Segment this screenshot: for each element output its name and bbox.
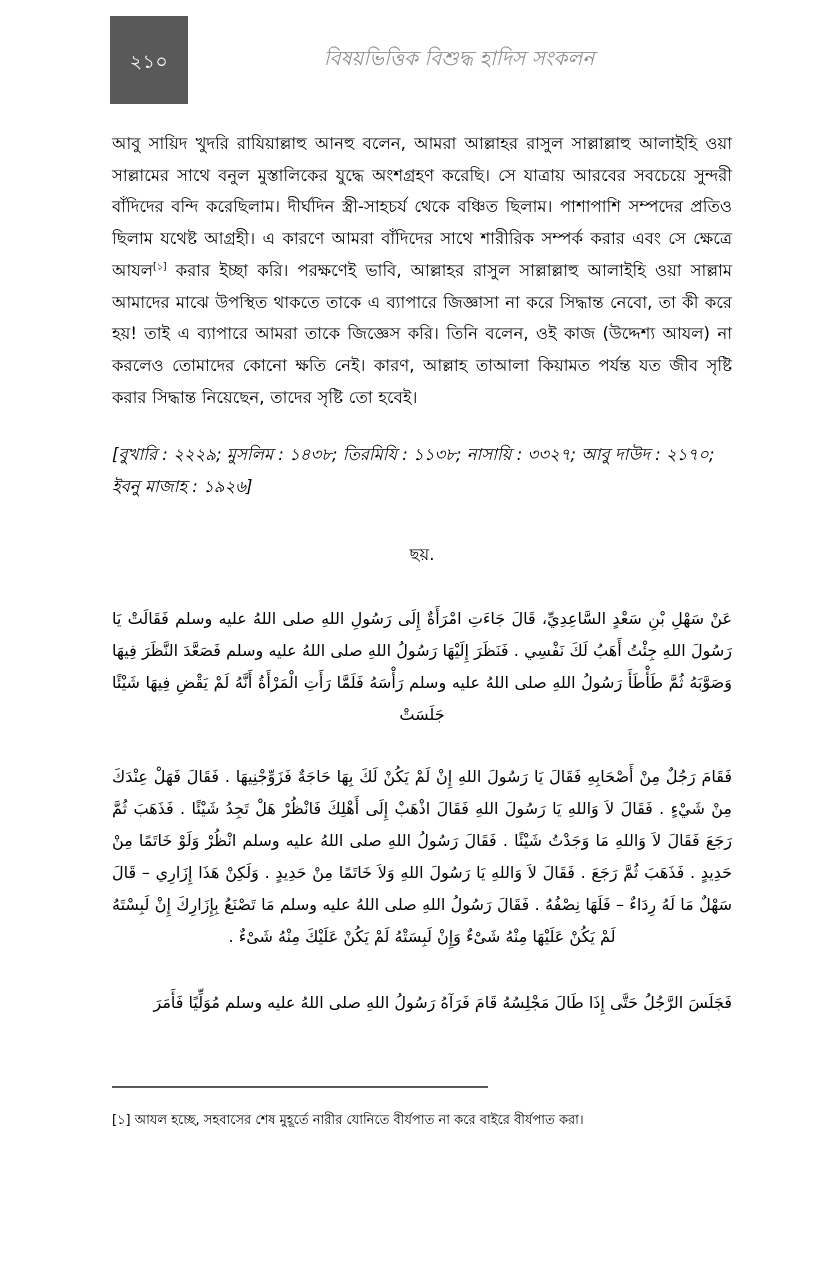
footnote-area — [112, 1086, 732, 1132]
body-paragraph-bengali — [112, 128, 732, 413]
page-content — [112, 128, 732, 1019]
paragraph-text-part1: আবু সায়িদ খুদরি রাযিয়াল্লাহু আনহু বলেন, আমরা আল্লাহর রাসুল সাল্লাল্লাহু আলাইহি ওয়া সাল্লামের সাথে বনুল মুস্তালিকের যুদ্ধে অংশগ্রহণ করেছি। সে যাত্রায় আরবের সবচেয়ে সুন্দরী বাঁদিদের বন্দি করেছিলাম। দীর্ঘদিন স্ত্রী-সাহচর্য থেকে বঞ্চিত ছিলাম। পাশাপাশি সম্পদের প্রতিও ছিলাম যথেষ্ট আগ্রহী। এ কারণে আমরা বাঁদিদের সাথে শারীরিক সম্পর্ক করার এবং সে ক্ষেত্রে আযল — [112, 134, 732, 280]
footnote-text: [১] আযল হচ্ছে, সহবাসের শেষ মুহূর্তে নারীর যোনিতে বীর্যপাত না করে বাইরে বীর্যপাত করা। — [112, 1113, 584, 1128]
footnote-separator-rule — [112, 1086, 488, 1088]
running-title: বিষয়ভিত্তিক বিশুদ্ধ হাদিস সংকলন — [323, 45, 595, 70]
section-heading: ছয়. — [409, 545, 435, 565]
page-number: ২১০ — [129, 50, 169, 73]
page-number-box — [110, 16, 188, 104]
arabic-paragraph-2: فَقَامَ رَجُلٌ مِنْ أَصْحَابِهِ فَقَالَ يَا رَسُولَ اللهِ إِنْ لَمْ يَكُنْ لَكَ بِهَا حَاجَةٌ فَزَوِّجْنِيهَا . فَقَالَ فَهَلْ عِنْدَكَ مِنْ شَيْءٍ . فَقَالَ لاَ وَاللهِ يَا رَسُولَ اللهِ فَقَالَ اذْهَبْ إِلَى أَهْلِكَ فَانْظُرْ هَلْ تَجِدُ شَيْئًا . فَذَهَبَ ثُمَّ رَجَعَ فَقَالَ لاَ وَاللهِ مَا وَجَدْتُ شَيْئًا . فَقَالَ رَسُولُ اللهِ صلى اللهُ عليه وسلم انْظُرْ وَلَوْ خَاتَمًا مِنْ حَدِيدٍ . فَذَهَبَ ثُمَّ رَجَعَ . فَقَالَ لاَ وَاللهِ يَا رَسُولَ اللهِ وَلاَ خَاتَمًا مِنْ حَدِيدٍ . وَلَكِنْ هَذَا إِزَارِي – قَالَ سَهْلٌ مَا لَهُ رِدَاءٌ – فَلَهَا نِصْفُهُ . فَقَالَ رَسُولُ اللهِ صلى اللهُ عليه وسلم مَا تَصْنَعُ بِإِزَارِكَ إِنْ لَبِسْتَهُ لَمْ يَكُنْ عَلَيْهَا مِنْهُ شَىْءٌ وَإِنْ لَبِسَتْهُ لَمْ يَكُنْ عَلَيْكَ مِنْهُ شَىْءٌ . — [112, 767, 732, 947]
page-header — [110, 16, 730, 104]
paragraph-text-part2: করার ইচ্ছা করি। পরক্ষণেই ভাবি, আল্লাহর রাসুল সাল্লাল্লাহু আলাইহি ওয়া সাল্লাম আমাদের মাঝে উপস্থিত থাকতে তাকে এ ব্যাপারে জিজ্ঞাসা না করে সিদ্ধান্ত নেবো, তা কী করে হয়! তাই এ ব্যাপারে আমরা তাকে জিজ্ঞেস করি। তিনি বলেন, ওই কাজ (উদ্দেশ্য আযল) না করলেও তোমাদের কোনো ক্ষতি নেই। কারণ, আল্লাহ তাআলা কিয়ামত পর্যন্ত যত জীব সৃষ্টি করার সিদ্ধান্ত নিয়েছেন, তাদের সৃষ্টি তো হবেই। — [112, 260, 732, 407]
hadith-citation: [বুখারি : ২২২৯; মুসলিম : ১৪৩৮; তিরমিযি : ১১৩৮; নাসায়ি : ৩৩২৭; আবু দাউদ : ২১৭০; ইবনু মাজাহ : ১৯২৬] — [112, 445, 715, 496]
arabic-paragraph-3: فَجَلَسَ الرَّجُلُ حَتَّى إِذَا طَالَ مَجْلِسُهُ قَامَ فَرَآهُ رَسُولُ اللهِ صلى اللهُ عليه وسلم مُوَلِّيًا فَأَمَرَ — [153, 993, 732, 1013]
arabic-paragraph-1: عَنْ سَهْلِ بْنِ سَعْدٍ السَّاعِدِيِّ، قَالَ جَاءَتِ امْرَأَةٌ إِلَى رَسُولِ اللهِ صلى اللهُ عليه وسلم فَقَالَتْ يَا رَسُولَ اللهِ جِئْتُ أَهَبُ لَكَ نَفْسِي . فَنَظَرَ إِلَيْهَا رَسُولُ اللهِ صلى اللهُ عليه وسلم فَصَعَّدَ النَّظَرَ فِيهَا وَصَوَّبَهُ ثُمَّ طَأْطَأَ رَسُولُ اللهِ صلى اللهُ عليه وسلم رَأْسَهُ فَلَمَّا رَأَتِ الْمَرْأَةُ أَنَّهُ لَمْ يَقْضِ فِيهَا شَيْئًا جَلَسَتْ — [112, 609, 732, 725]
footnote-reference-marker[interactable]: [১] — [153, 261, 167, 273]
